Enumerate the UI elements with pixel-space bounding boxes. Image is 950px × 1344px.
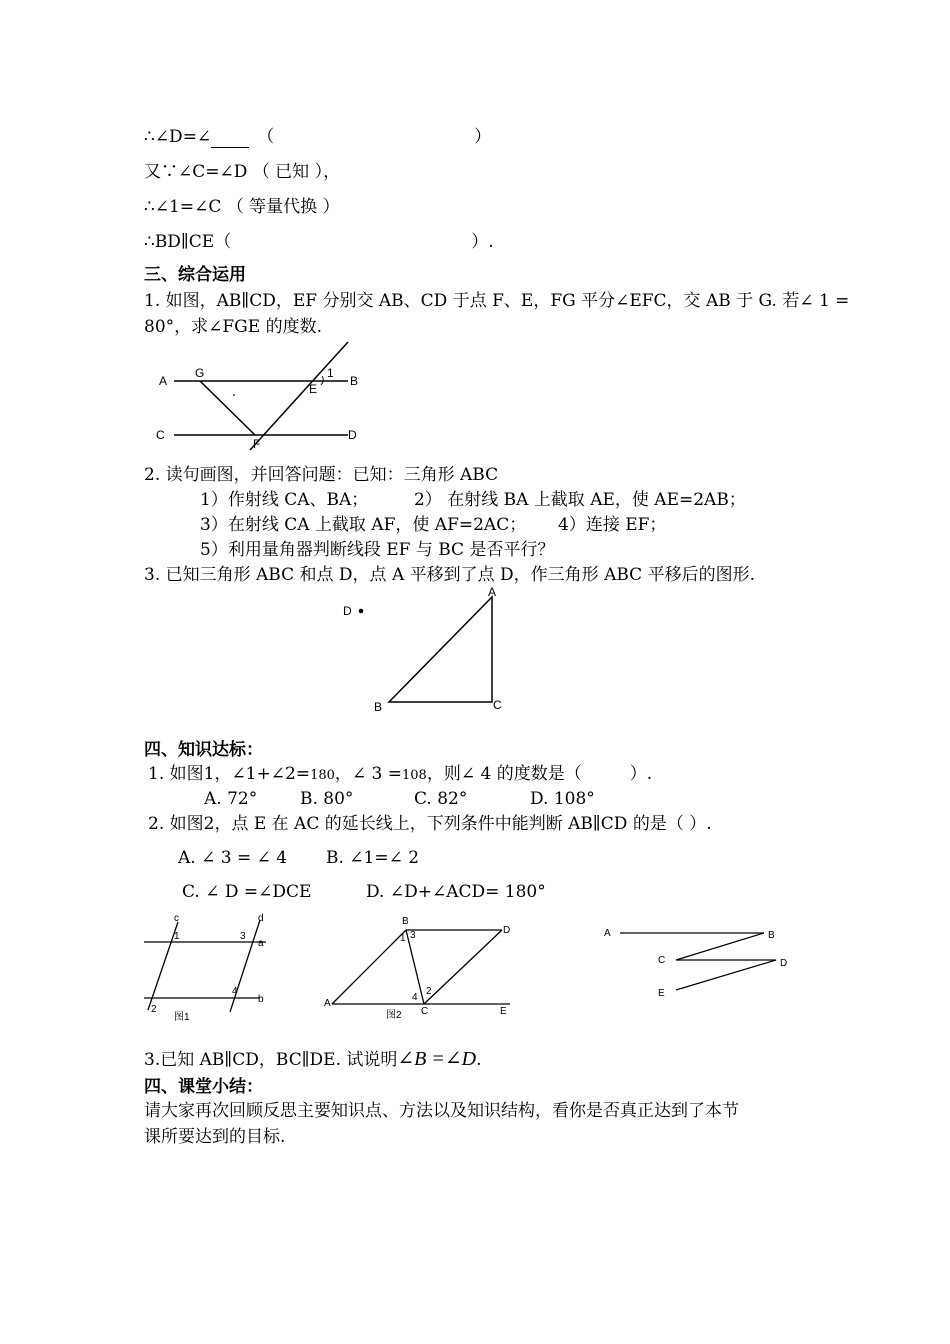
label-b: B [350,374,359,388]
section-3-heading: 三、综合运用 [144,265,246,285]
proof-line-1-paren-close: ） [474,127,492,147]
s3-q2-title: 2. 读句画图，并回答问题：已知：三角形 ABC [144,465,499,485]
label-a: A [604,928,611,939]
s4-q3-formula: ∠B =∠D [397,1048,477,1070]
s3-q3-text: 3. 已知三角形 ABC 和点 D，点 A 平移到了点 D，作三角形 ABC 平移后的图形. [144,565,755,585]
section-4-heading: 四、知识达标： [144,740,263,760]
figure-1 [138,912,278,1024]
line-ef [250,342,348,450]
stray-dot [233,394,235,396]
triangle-figure [340,585,520,715]
label-c: c [174,913,179,924]
figure-2 [320,912,520,1024]
line-ab [332,930,406,1004]
s3-q2-step-4: 4）连接 EF； [558,515,667,535]
proof-line-1-text: ∴∠D=∠ [144,127,212,147]
s3-q1-line-2: 80°，求∠FGE 的度数. [144,317,322,337]
label-angle-1: 1 [400,933,406,944]
s4-q1-text-c: ，则∠ 4 的度数是（ [426,764,582,784]
s4-q1-option-b: B. 80° [300,789,354,809]
label-c: C [493,698,502,712]
proof-line-4 [144,231,494,253]
label-angle-3: 3 [240,931,246,942]
s4-q3-text: 3.已知 AB∥CD，BC∥DE. 试说明 [144,1050,398,1070]
summary-heading: 四、课堂小结： [144,1077,263,1097]
label-c: C [658,955,666,966]
line-de [676,960,776,990]
summary-line-2: 课所要达到的目标. [144,1127,286,1147]
label-angle-1: 1 [174,931,180,942]
label-angle-4: 4 [232,986,238,997]
line-bc [676,933,764,960]
proof-line-1-paren-open: （ [257,127,275,147]
s4-q1-option-d: D. 108° [530,789,595,809]
label-d: D [348,428,357,442]
summary-line-1: 请大家再次回顾反思主要知识点、方法以及知识结构，看你是否真正达到了本节 [144,1101,739,1121]
label-d: D [503,925,511,936]
label-d: D [343,604,352,618]
s3-q1-line-1: 1. 如图，AB∥CD，EF 分别交 AB、CD 于点 F、E，FG 平分∠EFC，交 AB 于 G. 若∠ 1 = [144,291,850,311]
label-d: d [258,913,264,924]
answer-blank [211,129,249,148]
label-angle-3: 3 [410,930,416,941]
label-a: A [488,585,497,599]
label-angle-4: 4 [412,992,418,1003]
s3-q2-step-2: 2） 在射线 BA 上截取 AE，使 AE=2AB； [414,490,746,510]
s3-q2-step-3: 3）在射线 CA 上截取 AF，使 AF=2AC； [200,515,527,535]
s4-q2-text: 2. 如图2，点 E 在 AC 的延长线上，下列条件中能判断 AB∥CD 的是（ ）. [148,814,712,834]
s4-q2-option-d: D. ∠D+∠ACD= 180° [366,882,546,902]
label-angle-2: 2 [151,1004,157,1015]
s4-q3-end: . [476,1050,482,1070]
label-c: C [421,1006,429,1017]
proof-line-4-text: ∴BD∥CE（ [144,232,232,252]
label-d: D [780,958,788,969]
label-f: F [253,437,261,451]
s4-q3-line [144,1048,481,1071]
point-d [359,609,364,614]
label-b: B [402,916,409,927]
proof-line-4-paren-close: ）. [471,232,494,252]
label-e: E [658,988,665,999]
label-b: B [768,930,775,941]
parallel-lines-figure [150,340,370,455]
proof-line-1 [144,126,491,148]
figure-1-caption: 图1 [174,1012,190,1023]
proof-line-3: ∴∠1=∠C （ 等量代换 ） [144,197,340,217]
label-e: E [309,382,318,396]
label-angle-2: 2 [426,986,432,997]
s4-q1-line [148,763,652,787]
label-a: a [258,938,264,949]
label-b: B [374,700,383,714]
s4-q1-option-c: C. 82° [414,789,468,809]
proof-line-2: 又∵∠C=∠D （ 已知 ）， [144,162,341,182]
triangle-abc [389,597,492,702]
s4-q1-option-a: A. 72° [204,789,258,809]
s4-q2-option-b: B. ∠1=∠ 2 [326,848,420,868]
label-b: b [258,994,264,1005]
label-c: C [156,428,165,442]
figure-3 [598,920,798,1000]
s3-q2-step-5: 5）利用量角器判断线段 EF 与 BC 是否平行？ [200,540,555,560]
label-a: A [159,374,168,388]
figure-2-caption: 图2 [386,1010,402,1021]
s4-q2-option-a: A. ∠ 3 = ∠ 4 [178,848,288,868]
s4-q1-text-d: ）. [629,764,653,784]
line-fg [200,381,255,435]
line-cd [424,930,502,1004]
label-g: G [195,366,205,380]
s4-q1-text-a: 1. 如图1，∠1+∠2= [148,764,311,784]
s4-q1-value-2: 108 [402,768,427,783]
label-a: A [324,998,331,1009]
s4-q1-value-1: 180 [310,768,335,783]
label-angle-1: 1 [327,366,334,380]
s3-q2-step-1: 1）作射线 CA、BA； [200,490,369,510]
s4-q2-option-c: C. ∠ D =∠DCE [182,882,312,902]
label-e: E [500,1006,507,1017]
s4-q1-text-b: ，∠ 3 = [334,764,403,784]
